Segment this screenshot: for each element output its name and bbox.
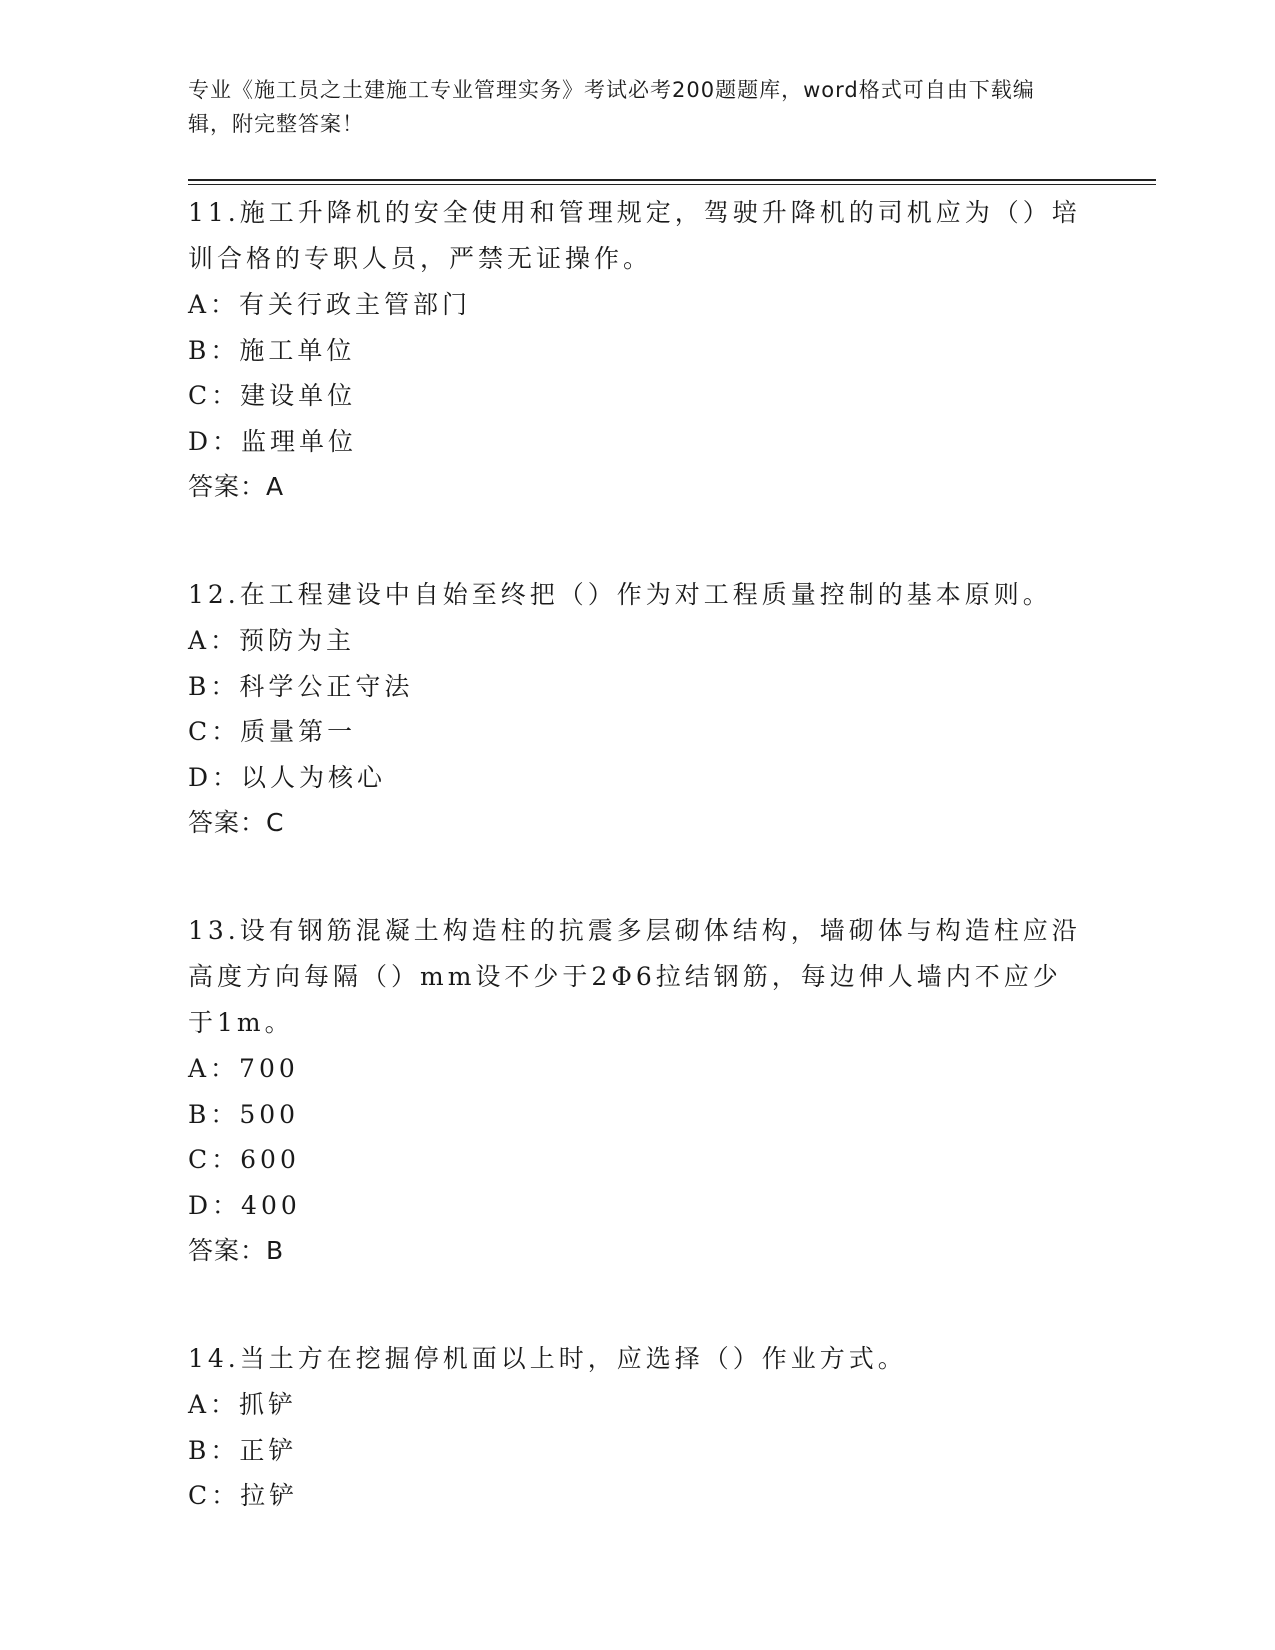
- option-c: C：建设单位: [188, 381, 357, 410]
- header-rule-thin: [188, 184, 1156, 185]
- question-stem: 14.当土方在挖掘停机面以上时，应选择（）作业方式。: [188, 1344, 907, 1373]
- option-a: A：700: [188, 1054, 299, 1083]
- question-stem: 13.设有钢筋混凝土构造柱的抗震多层砌体结构，墙砌体与构造柱应沿高度方向每隔（）mm设不少于2Φ6拉结钢筋，每边伸人墙内不应少于1m。: [188, 916, 1081, 1037]
- question-list: [188, 190, 1088, 1519]
- option-d: D：400: [188, 1190, 301, 1220]
- option-c: C：质量第一: [188, 717, 357, 746]
- option-c: C：600: [188, 1145, 300, 1174]
- question-11: [188, 190, 1088, 510]
- option-b: B：500: [188, 1099, 300, 1129]
- option-a: A：抓铲: [188, 1390, 298, 1419]
- question-12: [188, 572, 1088, 846]
- option-a: A：有关行政主管部门: [188, 290, 472, 319]
- document-header: 专业《施工员之土建施工专业管理实务》考试必考200题题库，word格式可自由下载编辑，附完整答案！: [188, 78, 1035, 136]
- question-13: [188, 908, 1088, 1274]
- answer: 答案：C: [188, 808, 285, 837]
- option-d: D：以人为核心: [188, 762, 387, 792]
- question-14: [188, 1336, 1088, 1519]
- question-stem: 11.施工升降机的安全使用和管理规定，驾驶升降机的司机应为（）培训合格的专职人员，严禁无证操作。: [188, 198, 1081, 273]
- header-rule-thick: [188, 179, 1156, 181]
- option-a: A：预防为主: [188, 626, 356, 655]
- option-b: B：施工单位: [188, 335, 356, 365]
- answer: 答案：A: [188, 472, 285, 501]
- answer: 答案：B: [188, 1236, 285, 1265]
- option-b: B：正铲: [188, 1435, 298, 1465]
- option-d: D：监理单位: [188, 426, 358, 456]
- question-stem: 12.在工程建设中自始至终把（）作为对工程质量控制的基本原则。: [188, 580, 1052, 609]
- option-c: C：拉铲: [188, 1481, 299, 1510]
- option-b: B：科学公正守法: [188, 671, 414, 701]
